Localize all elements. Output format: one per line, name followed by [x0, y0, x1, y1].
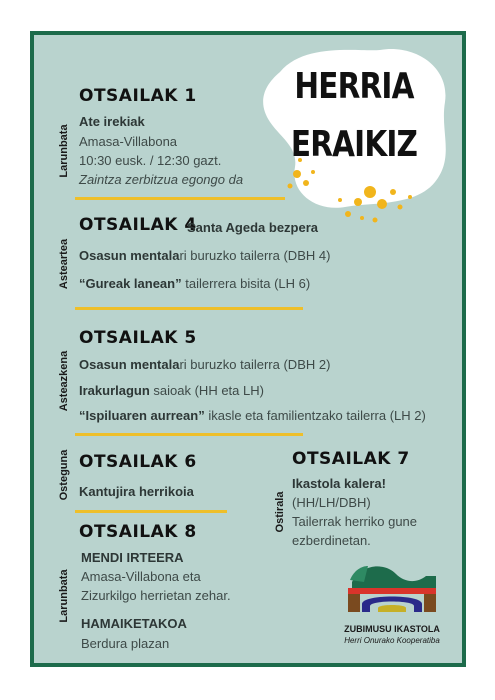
separator [75, 307, 303, 310]
event-line: “Ispiluaren aurrean” ikasle eta familientzako tailerra (LH 2) [79, 408, 426, 423]
event-line: 10:30 eusk. / 12:30 gazt. [79, 153, 222, 168]
event-line: Amasa-Villabona [79, 134, 178, 149]
day-title: OTSAILAK 5 [79, 328, 197, 348]
event-line: Ikastola kalera! [292, 476, 386, 491]
separator [75, 510, 227, 513]
day-title: OTSAILAK 1 [79, 86, 197, 106]
event-line: “Gureak lanean” tailerrera bisita (LH 6) [79, 276, 311, 291]
day-title: OTSAILAK 7 [292, 449, 410, 469]
event-line: HAMAIKETAKOA [81, 616, 187, 631]
day-title: OTSAILAK 4 [79, 215, 197, 235]
weekday-label: Osteguna [58, 449, 70, 501]
event-line: Amasa-Villabona eta [81, 569, 201, 584]
event-line: Zizurkilgo herrietan zehar. [81, 588, 231, 603]
separator [75, 197, 285, 200]
event-line: Zaintza zerbitzua egongo da [79, 172, 244, 187]
event-line: Kantujira herrikoia [79, 484, 194, 499]
weekday-label: Larunbata [58, 569, 70, 623]
event-line: Osasun mentalari buruzko tailerra (DBH 4) [79, 248, 331, 263]
day-title: OTSAILAK 6 [79, 452, 197, 472]
school-logo-icon [344, 560, 440, 622]
event-line: MENDI IRTEERA [81, 550, 184, 565]
headline-line2: ERAIKIZ [290, 124, 418, 165]
event-line: Berdura plazan [81, 636, 170, 651]
event-line: Ate irekiak [79, 114, 145, 129]
event-line: Irakurlagun saioak (HH eta LH) [79, 383, 264, 398]
event-line: ezberdinetan. [292, 533, 371, 548]
day-title: OTSAILAK 8 [79, 522, 197, 542]
weekday-label: Asteazkena [58, 350, 70, 412]
day-subtitle: Santa Ageda bezpera [187, 220, 319, 235]
event-line: (HH/LH/DBH) [292, 495, 371, 510]
separator [75, 433, 303, 436]
event-line: Tailerrak herriko gune [292, 514, 418, 529]
weekday-label: Larunbata [58, 124, 70, 178]
weekday-label: Asteartea [58, 238, 70, 290]
weekday-label: Ostirala [274, 491, 286, 533]
logo-tagline: Herri Onurako Kooperatiba [344, 636, 440, 645]
headline-line1: HERRIA [294, 66, 414, 107]
logo-name: ZUBIMUSU IKASTOLA [344, 624, 440, 634]
event-line: Osasun mentalari buruzko tailerra (DBH 2) [79, 357, 331, 372]
